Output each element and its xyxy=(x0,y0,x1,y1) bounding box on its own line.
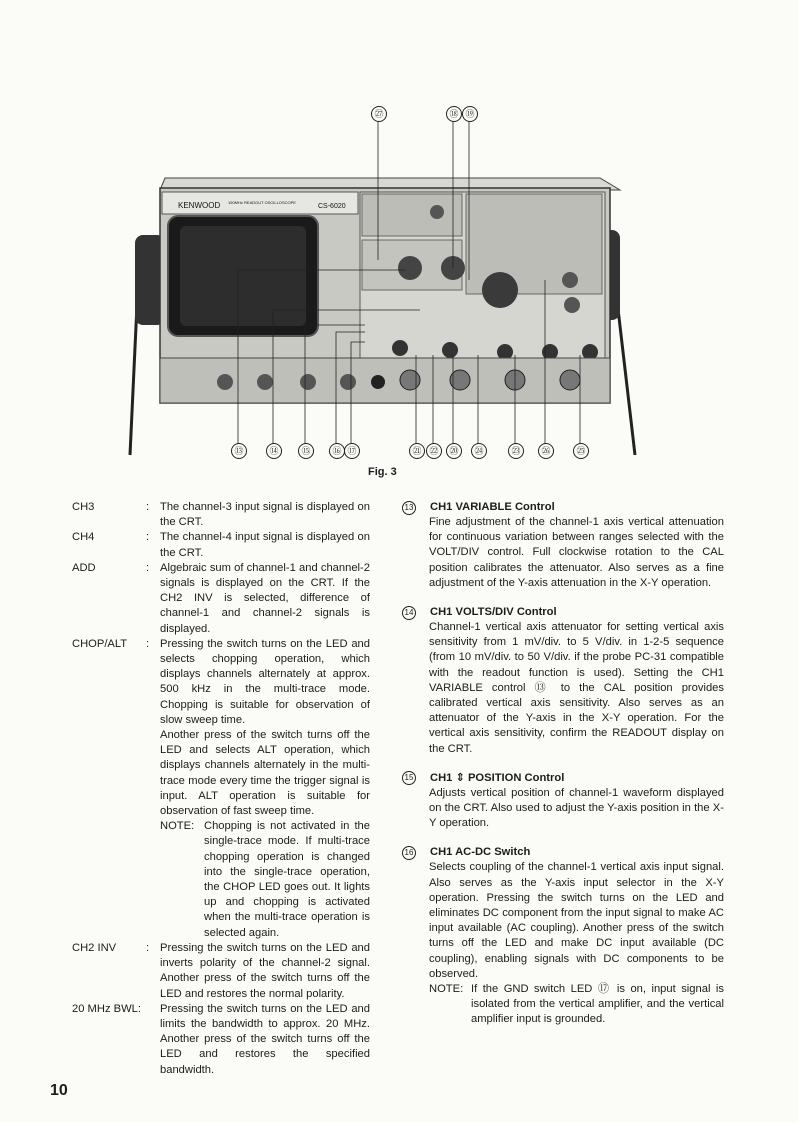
callout-13: ⑬ xyxy=(231,443,247,459)
section-number: 16 xyxy=(402,846,416,860)
section-ch1-volts-div xyxy=(402,605,724,757)
callout-23: ㉓ xyxy=(508,443,524,459)
term: CH3 xyxy=(72,501,95,513)
callout-26: ㉖ xyxy=(538,443,554,459)
note-label: NOTE: xyxy=(429,983,464,996)
left-column xyxy=(72,500,372,1078)
callout-24: ㉔ xyxy=(471,443,487,459)
description: The channel-3 input signal is displayed on the CRT. xyxy=(160,501,370,529)
callout-22: ㉒ xyxy=(426,443,442,459)
device-brand: KENWOOD xyxy=(178,201,221,210)
description: Algebraic sum of channel-1 and channel-2 signals is displayed on the CRT. If the CH2 INV is selected, difference of channel-1 and channel-2 signals is displayed. xyxy=(160,561,370,635)
note xyxy=(429,982,724,1028)
term: 20 MHz BWL: xyxy=(72,1002,142,1015)
entry-ch2-inv: CH2 INV : Pressing the switch turns on the LED and inverts polarity of the channel-2 signal. Another press of the switch turns off the LED and restores the normal polarity. xyxy=(72,941,372,1002)
figure-caption: Fig. 3 xyxy=(368,466,397,478)
description: Pressing the switch turns on the LED and inverts polarity of the channel-2 signal. Another press of the switch turns off the LED and restores the normal polarity. xyxy=(160,941,370,1000)
term: ADD xyxy=(72,561,96,574)
note-text: If the GND switch LED ⑰ is on, input signal is isolated from the vertical amplifier, and the vertical amplifier input is grounded. xyxy=(471,983,724,1026)
callout-15: ⑮ xyxy=(298,443,314,459)
section-body: Selects coupling of the channel-1 vertical axis input signal. Also serves as the Y-axis input selector in the X-Y operation. Pressing the switch turns on the LED and eliminates DC component from the input signal to make AC input available (AC coupling). Another press of the switch turns off the LED and make DC input available (DC coupling), enabling signals with DC components to be observed. xyxy=(429,861,724,980)
section-number: 14 xyxy=(402,606,416,620)
entry-ch4: CH4 : The channel-4 input signal is displayed on the CRT. xyxy=(72,530,372,560)
section-number: 15 xyxy=(402,771,416,785)
section-ch1-ac-dc xyxy=(402,845,724,1027)
section-ch1-position xyxy=(402,771,724,832)
term: CHOP/ALT xyxy=(72,637,128,650)
description: Another press of the switch turns off the LED and selects ALT operation, which displays channels alternately in the multi-trace mode every time the trigger signal is input. ALT operation is suitable for observation of fast sweep time. xyxy=(160,729,370,818)
device-subtitle: 150MHz READOUT OSCILLOSCOPE xyxy=(228,200,296,205)
entry-ch3: CH3 : The channel-3 input signal is displayed on the CRT. xyxy=(72,500,372,530)
note xyxy=(160,819,370,941)
section-body: Fine adjustment of the channel-1 axis vertical attenuation for continuous variation between ranges selected with the VOLT/DIV control. Full clockwise rotation to the CAL position calibrates the attenuator. Also serves as a fine adjustment of the Y-axis attenuation in the X-Y operation. xyxy=(429,516,724,589)
term: CH4 xyxy=(72,531,95,544)
callout-25: ㉕ xyxy=(573,443,589,459)
section-ch1-variable xyxy=(402,500,724,591)
description: The channel-4 input signal is displayed on the CRT. xyxy=(160,531,370,559)
section-number: 13 xyxy=(402,501,416,515)
callout-20: ⑳ xyxy=(446,443,462,459)
page-number: 10 xyxy=(50,1082,68,1099)
callout-16: ⑯ xyxy=(329,443,345,459)
callout-21: ㉑ xyxy=(409,443,425,459)
callout-14: ⑭ xyxy=(266,443,282,459)
oscilloscope-illustration xyxy=(120,100,640,480)
section-title: CH1 VARIABLE Control xyxy=(430,501,555,513)
callout-19: ⑲ xyxy=(462,106,478,122)
oscilloscope-figure xyxy=(120,100,640,480)
section-title: CH1 ⇕ POSITION Control xyxy=(430,771,565,784)
callout-27: ㉗ xyxy=(371,106,387,122)
note-text: Chopping is not activated in the single-trace mode. If multi-trace chopping operation is changed into the single-trace operation, the CHOP LED goes out. It lights up and chopping is activated when the multi-trace operation is selected again. xyxy=(204,820,370,939)
device-model: CS-6020 xyxy=(318,203,346,210)
section-title: CH1 VOLTS/DIV Control xyxy=(430,606,557,619)
callout-18: ⑱ xyxy=(446,106,462,122)
note-label: NOTE: xyxy=(160,820,195,833)
section-body: Channel-1 vertical axis attenuator for setting vertical axis sensitivity from 1 mV/div. to 5 V/div. in 1-2-5 sequence (from 10 mV/div. to 50 V/div. if the probe PC-31 compatible with the readout function is used). Setting the CH1 VARIABLE control ⑬ to the CAL position provides calibrated vertical axis sensitivity. Also serves as an attenuator of the Y-axis in the X-Y operation. For the vertical axis sensitivity, confirm the READOUT display on the CRT. xyxy=(429,621,724,755)
section-body: Adjusts vertical position of channel-1 waveform displayed on the CRT. Also used to adjust the Y-axis position in the X-Y operation. xyxy=(429,786,724,830)
section-title: CH1 AC-DC Switch xyxy=(430,846,531,859)
entry-20mhz-bwl xyxy=(72,1002,372,1078)
term: CH2 INV xyxy=(72,941,117,954)
right-column xyxy=(402,500,724,1042)
description: Pressing the switch turns on the LED and limits the bandwidth to approx. 20 MHz. Another press of the switch turns off the LED and restores the specified bandwidth. xyxy=(160,1002,370,1076)
entry-chop-alt: CHOP/ALT : Pressing the switch turns on the LED and selects chopping operation, which displays channels alternately at approx. 500 kHz in the multi-trace mode. Chopping is suitable for observation of slow sweep time. Another press of the switch turns off the LED and selects ALT operation, which displays channels alternately in the multi-trace mode every time the trigger signal is input. ALT operation is suitable for observation of fast sweep time. NOTE: Chopping is not activated in the single-trace mode. If multi-trace chopping operation is changed into the single-trace operation, the CHOP LED goes out. It lights up and chopping is activated when the multi-trace operation is selected again. xyxy=(72,637,372,941)
entry-add: ADD : Algebraic sum of channel-1 and channel-2 signals is displayed on the CRT. If the CH2 INV is selected, difference of channel-1 and channel-2 signals is displayed. xyxy=(72,561,372,637)
callout-17: ⑰ xyxy=(344,443,360,459)
description: Pressing the switch turns on the LED and selects chopping operation, which displays channels alternately at approx. 500 kHz in the multi-trace mode. Chopping is suitable for observation of slow sweep time. xyxy=(160,637,370,726)
